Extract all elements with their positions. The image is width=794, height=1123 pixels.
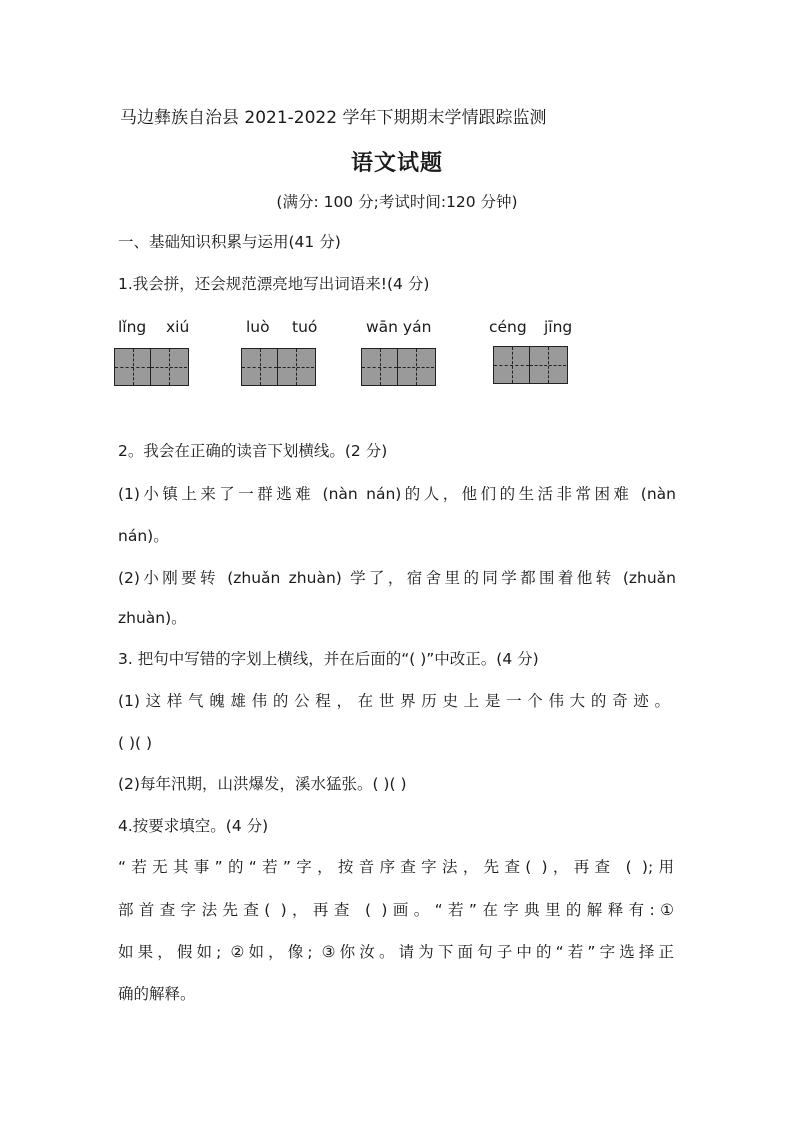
pinyin-4b: jīng (544, 318, 573, 336)
pinyin-1b: xiú (166, 318, 190, 336)
question-3-item-2: (2)每年汛期，山洪爆发，溪水猛张。( )( ) (118, 775, 407, 793)
pinyin-4a: céng (489, 318, 527, 336)
grid-cell[interactable] (494, 347, 530, 383)
question-3-item-1-answer: ( )( ) (118, 734, 153, 752)
section-heading: 一、基础知识积累与运用(41 分) (118, 233, 341, 251)
writing-grid-1[interactable] (114, 348, 189, 386)
exam-info: (满分: 100 分;考试时间:120 分钟) (276, 193, 518, 211)
writing-grid-3[interactable] (361, 348, 436, 386)
question-4-para-2: 部首查字法先查( )，再查 ( )画。“若”在字典里的解释有:① (118, 901, 674, 919)
pinyin-1a: lǐng (118, 318, 147, 336)
question-2-item-1: (1)小镇上来了一群逃难 (nàn nán)的人，他们的生活非常困难 (nàn (118, 485, 676, 503)
grid-cell[interactable] (242, 349, 278, 385)
page-title: 语文试题 (350, 150, 443, 176)
question-2-item-1-cont: nán)。 (118, 527, 169, 545)
question-2-item-2-cont: zhuàn)。 (118, 609, 187, 627)
pinyin-2b: tuó (292, 318, 318, 336)
grid-cell[interactable] (398, 349, 434, 385)
grid-cell[interactable] (530, 347, 566, 383)
question-3: 3. 把句中写错的字划上横线，并在后面的“( )”中改正。(4 分) (118, 650, 539, 668)
grid-cell[interactable] (362, 349, 398, 385)
question-3-item-1: (1)这样气魄雄伟的公程，在世界历史上是一个伟大的奇迹。 (118, 692, 670, 710)
writing-grid-2[interactable] (241, 348, 316, 386)
question-2-item-2: (2)小刚要转 (zhuǎn zhuàn) 学了，宿舍里的同学都围着他转 (zhuǎn (118, 569, 676, 587)
pinyin-3a: wān yán (366, 318, 432, 336)
question-4-para-3: 如果，假如; ②如，像; ③你汝。请为下面句子中的“若”字选择正 (118, 943, 674, 961)
question-4-para-1: “若无其事”的“若”字，按音序查字法，先查( )，再查 ( );用 (118, 858, 674, 876)
question-4-para-4: 确的解释。 (118, 985, 196, 1003)
writing-grid-4[interactable] (493, 346, 568, 384)
question-4: 4.按要求填空。(4 分) (118, 817, 269, 835)
school-header: 马边彝族自治县 2021-2022 学年下期期末学情跟踪监测 (120, 108, 547, 128)
grid-cell[interactable] (151, 349, 187, 385)
grid-cell[interactable] (115, 349, 151, 385)
grid-cell[interactable] (278, 349, 314, 385)
pinyin-2a: luò (246, 318, 270, 336)
question-2: 2。我会在正确的读音下划横线。(2 分) (118, 442, 388, 460)
question-1: 1.我会拼，还会规范漂亮地写出词语来!(4 分) (118, 275, 430, 293)
